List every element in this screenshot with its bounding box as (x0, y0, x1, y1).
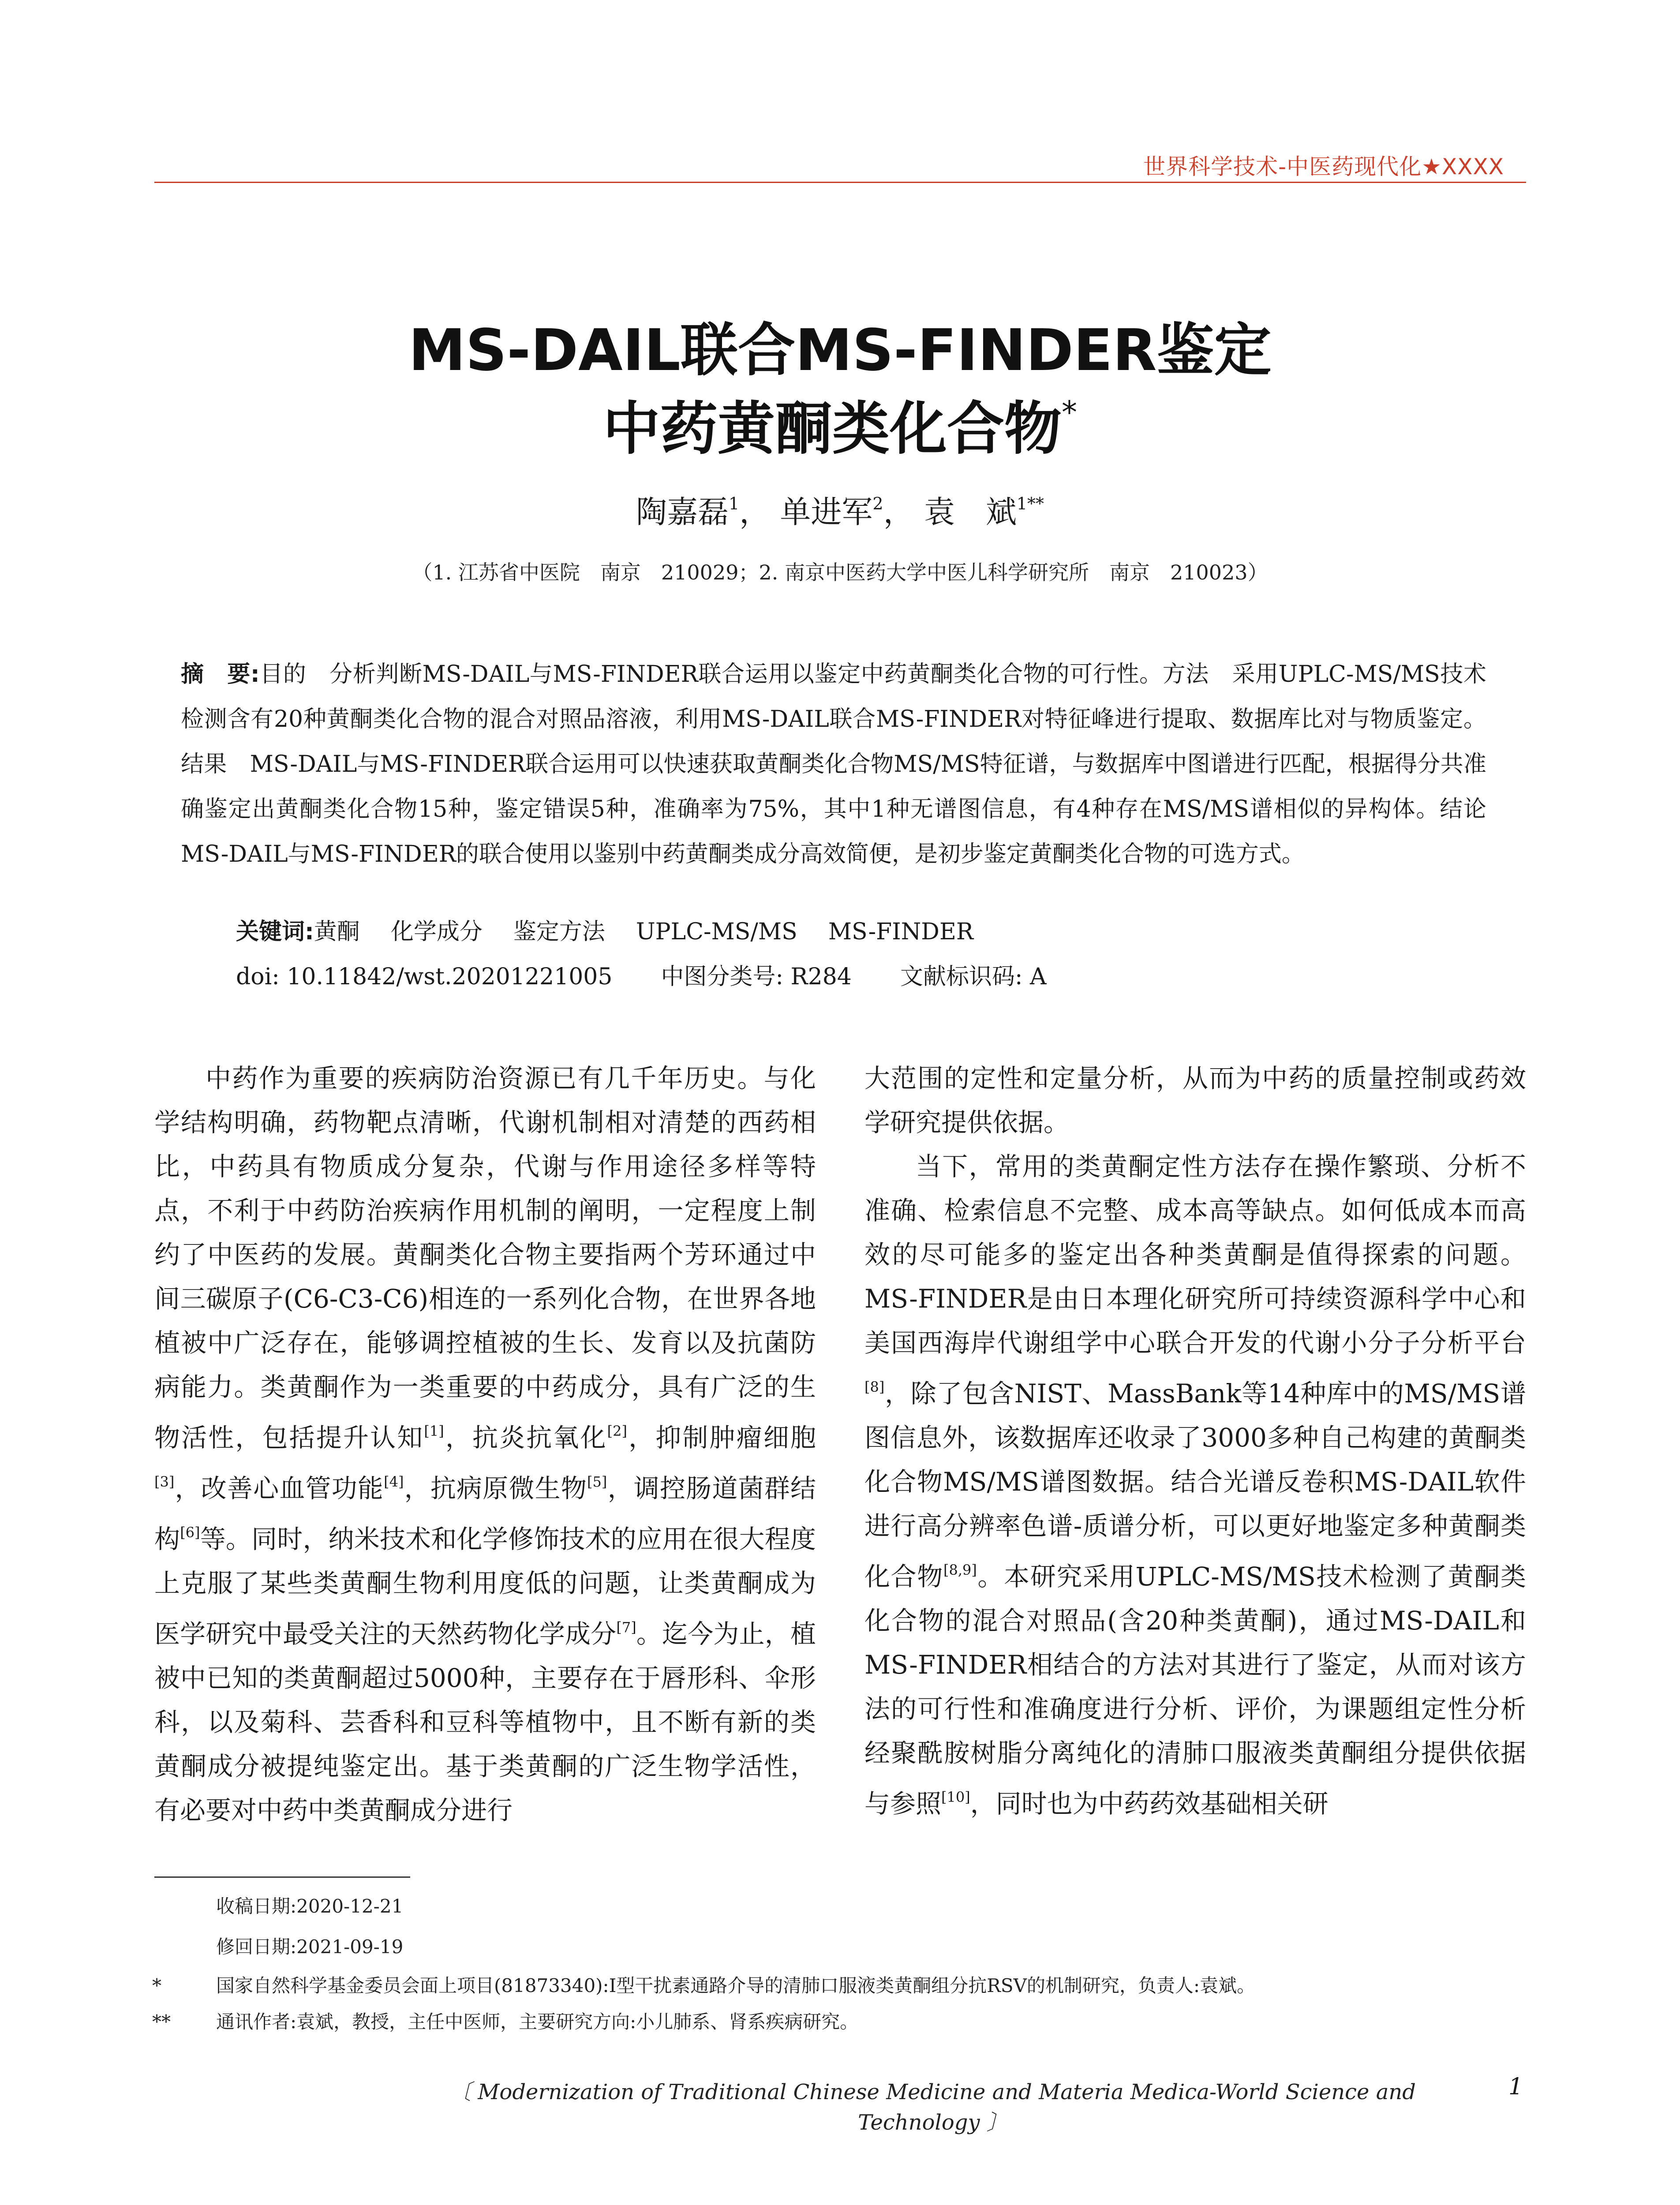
text-run: 中药作为重要的疾病防治资源已有几千年历史。与化学结构明确，药物靶点清晰，代谢机制相对清楚的西药相比，中药具有物质成分复杂，代谢与作用途径多样等特点，不利于中药防治疾病作用机制的阐明，一定程度上制约了中医药的发展。黄酮类化合物主要指两个芳环通过中间三碳原子(C6-C3-C6)相连的一系列化合物，在世界各地植被中广泛存在，能够调控植被的生长、发育以及抗菌防病能力。类黄酮作为一类重要的中药成分，具有广泛的生物活性，包括提升认知 (154, 1063, 816, 1453)
keywords-label: 关键词: (236, 919, 314, 945)
abstract (181, 652, 1510, 877)
footnote-text: 通讯作者:袁斌，教授，主任中医师，主要研究方向:小儿肺系、肾系疾病研究。 (216, 2011, 859, 2033)
document-code: 文献标识码: A (900, 964, 1047, 990)
footnote-funding (152, 1971, 1564, 1998)
keywords (236, 913, 1471, 946)
author-sup: 1 (728, 494, 740, 513)
header-rule (154, 182, 1526, 183)
author-sup: 2 (872, 494, 883, 513)
footnote-revised: 修回日期:2021-09-19 (216, 1936, 404, 1958)
citation: [2] (607, 1423, 627, 1439)
author-sep: ， (739, 494, 771, 530)
text-run: 等。同时，纳米技术和化学修饰技术的应用在很大程度上克服了某些类黄酮生物利用度低的问题，让类黄酮成为医学研究中最受关注的天然药物化学成分 (154, 1524, 816, 1649)
text-run: ，调控肠道菌群结构 (154, 1473, 816, 1554)
doi-line (236, 958, 1471, 991)
text-run: ，抑制肿瘤细胞 (627, 1423, 816, 1453)
title-line2-text: 中药黄酮类化合物 (602, 395, 1062, 462)
keyword: 黄酮 (314, 919, 360, 945)
text-run: 当下，常用的类黄酮定性方法存在操作繁琐、分析不准确、检索信息不完整、成本高等缺点。如何低成本而高效的尽可能多的鉴定出各种类黄酮是值得探索的问题。MS-FINDER是由日本理化研究所可持续资源科学中心和美国西海岸代谢组学中心联合开发的代谢小分子分析平台 (864, 1151, 1526, 1358)
author-name: 袁 斌 (924, 494, 1017, 530)
citation: [6] (180, 1524, 200, 1541)
footnote-text: 国家自然科学基金委员会面上项目(81873340):I型干扰素通路介导的清肺口服液类黄酮组分抗RSV的机制研究，负责人:袁斌。 (216, 1975, 1256, 1996)
author-sep: ， (883, 494, 914, 530)
text-run: ，抗病原微生物 (404, 1473, 587, 1503)
citation: [4] (384, 1473, 404, 1490)
citation: [7] (616, 1619, 636, 1636)
citation: [1] (424, 1423, 444, 1439)
keyword: MS-FINDER (828, 919, 974, 945)
text-run: 。迄今为止，植被中已知的类黄酮超过5000种，主要存在于唇形科、伞形科，以及菊科、芸香科和豆科等植物中，且不断有新的类黄酮成分被提纯鉴定出。基于类黄酮的广泛生物学活性，有必要对中药中类黄酮成分进行 (154, 1619, 816, 1825)
affiliation: （1. 江苏省中医院 南京 210029；2. 南京中医药大学中医儿科学研究所 南京 210023） (412, 561, 1268, 584)
article-title-line2 (132, 383, 1548, 465)
body-column-right (864, 1056, 1526, 1826)
abstract-text: 目的 分析判断MS-DAIL与MS-FINDER联合运用以鉴定中药黄酮类化合物的可行性。方法 采用UPLC-MS/MS技术检测含有20种黄酮类化合物的混合对照品溶液，利用MS-DAIL联合MS-FINDER对特征峰进行提取、数据库比对与物质鉴定。结果 MS-DAIL与MS-FINDER联合运用可以快速获取黄酮类化合物MS/MS特征谱，与数据库中图谱进行匹配，根据得分共准确鉴定出黄酮类化合物15种，鉴定错误5种，准确率为75%，其中1种无谱图信息，有4种存在MS/MS谱相似的异构体。结论 MS-DAIL与MS-FINDER的联合使用以鉴别中药黄酮类成分高效简便，是初步鉴定黄酮类化合物的可选方式。 (181, 661, 1510, 867)
keyword: 化学成分 (390, 919, 483, 945)
author-sup: 1** (1016, 494, 1044, 513)
page-number: 1 (1508, 2074, 1523, 2100)
text-run: 。本研究采用UPLC-MS/MS技术检测了黄酮类化合物的混合对照品(含20种类黄酮)，通过MS-DAIL和MS-FINDER相结合的方法对其进行了鉴定，从而对该方法的可行性和准确度进行分析、评价，为课题组定性分析经聚酰胺树脂分离纯化的清肺口服液类黄酮组分提供依据与参照 (864, 1562, 1526, 1819)
footnote-mark: ** (152, 2011, 171, 2033)
paragraph (154, 1056, 816, 1832)
author-name: 单进军 (780, 494, 873, 530)
citation: [5] (587, 1473, 607, 1490)
title-star: * (1062, 394, 1077, 430)
authors (132, 487, 1548, 532)
author-name: 陶嘉磊 (636, 494, 729, 530)
paragraph (864, 1144, 1526, 1826)
citation: [3] (154, 1473, 175, 1490)
abstract-label: 摘 要: (181, 661, 260, 688)
text-run: ，同时也为中药药效基础相关研 (970, 1789, 1328, 1819)
running-header-journal: 世界科学技术-中医药现代化★XXXX (1143, 154, 1504, 179)
text-run: ，改善心血管功能 (174, 1473, 384, 1503)
paragraph: 大范围的定性和定量分析，从而为中药的质量控制或药效学研究提供依据。 (864, 1063, 1526, 1137)
footer-journal: 〔 Modernization of Traditional Chinese Medicine and Materia Medica-World Science and Technology 〕 (450, 2080, 1416, 2135)
footnote-rule (154, 1876, 410, 1878)
article-title-line1: MS-DAIL联合MS-FINDER鉴定 (408, 317, 1272, 384)
footnote-correspondence (152, 2007, 1564, 2034)
keyword: 鉴定方法 (513, 919, 605, 945)
citation: [10] (941, 1789, 970, 1805)
footnote-mark: * (152, 1975, 161, 1996)
keyword: UPLC-MS/MS (636, 919, 797, 945)
text-run: ，除了包含NIST、MassBank等14种库中的MS/MS谱图信息外，该数据库还收录了3000多种自己构建的黄酮类化合物MS/MS谱图数据。结合光谱反卷积MS-DAIL软件进行高分辨率色谱-质谱分析，可以更好地鉴定多种黄酮类化合物 (864, 1379, 1526, 1592)
text-run: ，抗炎抗氧化 (444, 1423, 607, 1453)
footnote-received: 收稿日期:2020-12-21 (216, 1895, 404, 1917)
body-column-left (154, 1056, 816, 1832)
citation: [8,9] (943, 1562, 977, 1578)
doi: doi: 10.11842/wst.20201221005 (236, 964, 613, 990)
citation: [8] (864, 1379, 885, 1395)
clc-number: 中图分类号: R284 (661, 964, 852, 990)
